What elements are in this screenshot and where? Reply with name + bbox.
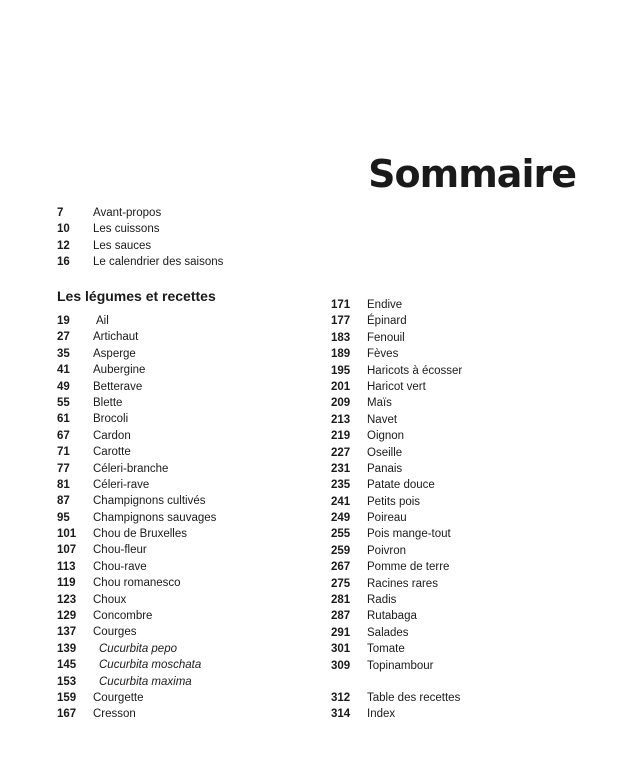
toc-entry bbox=[57, 329, 216, 345]
entry-label: Courgette bbox=[93, 691, 144, 704]
toc-entry bbox=[331, 428, 462, 444]
entry-label: Fenouil bbox=[367, 331, 405, 344]
page-number: 10 bbox=[57, 223, 70, 236]
toc-entry bbox=[331, 297, 462, 313]
entry-label: Aubergine bbox=[93, 364, 146, 377]
page-number: 12 bbox=[57, 239, 70, 252]
entry-label: Oseille bbox=[367, 446, 403, 459]
toc-entry bbox=[57, 493, 216, 509]
page-number: 137 bbox=[57, 626, 77, 639]
page-number: 227 bbox=[331, 446, 351, 459]
toc-entry bbox=[331, 526, 462, 542]
entry-label: Table des recettes bbox=[367, 692, 461, 704]
page-number: 189 bbox=[331, 348, 351, 361]
entry-label: Betterave bbox=[93, 380, 143, 393]
toc-entry bbox=[331, 510, 462, 526]
toc-entry bbox=[57, 221, 223, 237]
toc-entry bbox=[57, 254, 223, 270]
page-number: 49 bbox=[57, 380, 70, 393]
toc-entry bbox=[57, 379, 216, 395]
toc-entry bbox=[57, 395, 216, 411]
toc-entry bbox=[57, 313, 216, 329]
entry-label: Choux bbox=[93, 593, 127, 606]
page-number: 153 bbox=[57, 675, 77, 688]
entry-label: Champignons cultivés bbox=[93, 495, 206, 508]
toc-entry bbox=[57, 690, 216, 706]
page-number: 209 bbox=[331, 397, 351, 410]
toc-entry bbox=[331, 445, 462, 461]
entry-label: Poivron bbox=[367, 544, 406, 557]
entry-label: Chou-rave bbox=[93, 560, 147, 573]
page-number: 107 bbox=[57, 544, 77, 557]
entry-label: Asperge bbox=[93, 347, 136, 360]
entry-label: Courges bbox=[93, 626, 137, 639]
toc-entry bbox=[57, 657, 216, 673]
entry-label: Concombre bbox=[93, 610, 153, 623]
page-number: 77 bbox=[57, 462, 70, 475]
toc-entry bbox=[331, 625, 462, 641]
entry-label: Racines rares bbox=[367, 577, 438, 590]
entry-label: Fèves bbox=[367, 348, 399, 361]
page-number: 55 bbox=[57, 396, 70, 409]
entry-label: Les sauces bbox=[93, 239, 152, 252]
toc-entry bbox=[331, 690, 460, 706]
page-number: 287 bbox=[331, 610, 351, 623]
entry-label: Patate douce bbox=[367, 479, 435, 492]
toc-entry bbox=[331, 494, 462, 510]
entry-label: Topinambour bbox=[367, 659, 434, 672]
entry-label: Endive bbox=[367, 299, 403, 311]
toc-entry bbox=[331, 641, 462, 657]
page-number: 145 bbox=[57, 659, 77, 672]
toc-entry bbox=[57, 461, 216, 477]
toc-entry bbox=[57, 608, 216, 624]
entry-label: Cresson bbox=[93, 708, 136, 721]
page-number: 195 bbox=[331, 364, 351, 377]
page-number: 301 bbox=[331, 643, 351, 656]
toc-entry bbox=[57, 477, 216, 493]
page-number: 123 bbox=[57, 593, 77, 606]
page-number: 259 bbox=[331, 544, 351, 557]
entry-label: Cucurbita pepo bbox=[99, 642, 177, 655]
entry-label: Avant-propos bbox=[93, 207, 162, 219]
page-number: 27 bbox=[57, 331, 70, 344]
page-number: 61 bbox=[57, 413, 70, 426]
page-number: 314 bbox=[331, 708, 351, 721]
toc-entry bbox=[57, 362, 216, 378]
entry-label: Le calendrier des saisons bbox=[93, 256, 224, 269]
page-number: 177 bbox=[331, 315, 351, 328]
page-number: 255 bbox=[331, 528, 351, 541]
page-number: 19 bbox=[57, 315, 70, 327]
entry-label: Épinard bbox=[367, 315, 407, 328]
toc-entry bbox=[331, 608, 462, 624]
toc-entry bbox=[57, 542, 216, 558]
page-number: 129 bbox=[57, 610, 77, 623]
page-number: 81 bbox=[57, 478, 70, 491]
toc-entry bbox=[331, 346, 462, 362]
page-number: 235 bbox=[331, 479, 351, 492]
toc-entry bbox=[57, 592, 216, 608]
page-number: 101 bbox=[57, 528, 77, 541]
toc-entry bbox=[57, 559, 216, 575]
entry-label: Index bbox=[367, 708, 396, 721]
toc-entry bbox=[57, 444, 216, 460]
entry-label: Carotte bbox=[93, 446, 131, 459]
page-number: 95 bbox=[57, 511, 70, 524]
page-number: 281 bbox=[331, 594, 351, 607]
entry-label: Radis bbox=[367, 594, 397, 607]
toc-entry bbox=[57, 526, 216, 542]
toc-entry bbox=[331, 658, 462, 674]
entry-label: Brocoli bbox=[93, 413, 129, 426]
page-number: 183 bbox=[331, 331, 351, 344]
entry-label: Poireau bbox=[367, 512, 407, 525]
toc-entry bbox=[331, 543, 462, 559]
appendix-entries bbox=[331, 690, 460, 723]
page-number: 267 bbox=[331, 561, 351, 574]
section-title: Les légumes et recettes bbox=[57, 288, 216, 304]
entry-label: Ail bbox=[96, 315, 109, 327]
toc-entry bbox=[57, 346, 216, 362]
entry-label: Salades bbox=[367, 626, 409, 639]
entry-label: Chou romanesco bbox=[93, 577, 181, 590]
toc-entry bbox=[57, 641, 216, 657]
toc-entry bbox=[331, 559, 462, 575]
toc-entry bbox=[331, 706, 460, 722]
page-number: 291 bbox=[331, 626, 351, 639]
intro-entries bbox=[57, 205, 223, 271]
toc-entry bbox=[331, 395, 462, 411]
toc-entry bbox=[331, 461, 462, 477]
page-number: 213 bbox=[331, 413, 351, 426]
entry-label: Les cuissons bbox=[93, 223, 160, 236]
entry-label: Pois mange-tout bbox=[367, 528, 451, 541]
toc-entry bbox=[57, 706, 216, 722]
toc-entry bbox=[331, 576, 462, 592]
entry-label: Haricot vert bbox=[367, 380, 426, 393]
entry-label: Chou-fleur bbox=[93, 544, 147, 557]
page-number: 167 bbox=[57, 708, 77, 721]
page-number: 219 bbox=[331, 430, 351, 443]
entry-label: Panais bbox=[367, 462, 403, 475]
toc-entry bbox=[57, 428, 216, 444]
page-number: 139 bbox=[57, 642, 77, 655]
entry-label: Cardon bbox=[93, 429, 131, 442]
page-number: 87 bbox=[57, 495, 70, 508]
toc-entry bbox=[57, 238, 223, 254]
entry-label: Navet bbox=[367, 413, 398, 426]
entry-label: Céleri-branche bbox=[93, 462, 169, 475]
entry-label: Maïs bbox=[367, 397, 392, 410]
page-number: 159 bbox=[57, 691, 77, 704]
entry-label: Cucurbita maxima bbox=[99, 675, 192, 688]
page-number: 241 bbox=[331, 495, 351, 508]
page-number: 35 bbox=[57, 347, 70, 360]
page-number: 67 bbox=[57, 429, 70, 442]
page-number: 309 bbox=[331, 659, 351, 672]
entry-label: Artichaut bbox=[93, 331, 139, 344]
page-title: Sommaire bbox=[368, 152, 576, 197]
vegetables-list-right bbox=[331, 297, 462, 674]
entry-label: Cucurbita moschata bbox=[99, 659, 202, 672]
toc-entry bbox=[57, 411, 216, 427]
vegetables-list-left bbox=[57, 313, 216, 723]
toc-entry bbox=[57, 575, 216, 591]
entry-label: Blette bbox=[93, 396, 123, 409]
toc-entry bbox=[331, 379, 462, 395]
page-number: 119 bbox=[57, 577, 76, 590]
page-number: 16 bbox=[57, 256, 70, 269]
toc-entry bbox=[331, 477, 462, 493]
toc-entry bbox=[57, 624, 216, 640]
toc-entry bbox=[331, 330, 462, 346]
toc-entry bbox=[57, 510, 216, 526]
toc-entry bbox=[331, 363, 462, 379]
page-number: 71 bbox=[57, 446, 70, 459]
page-number: 249 bbox=[331, 512, 351, 525]
entry-label: Champignons sauvages bbox=[93, 511, 217, 524]
entry-label: Haricots à écosser bbox=[367, 364, 463, 377]
toc-entry bbox=[57, 674, 216, 690]
entry-label: Tomate bbox=[367, 643, 405, 656]
entry-label: Petits pois bbox=[367, 495, 421, 508]
page-number: 201 bbox=[331, 380, 351, 393]
page-number: 171 bbox=[331, 299, 351, 311]
toc-entry bbox=[331, 412, 462, 428]
page-number: 7 bbox=[57, 207, 64, 219]
entry-label: Pomme de terre bbox=[367, 561, 450, 574]
page-number: 231 bbox=[331, 462, 351, 475]
toc-entry bbox=[331, 313, 462, 329]
page-number: 113 bbox=[57, 560, 76, 573]
page-number: 312 bbox=[331, 692, 351, 704]
entry-label: Chou de Bruxelles bbox=[93, 528, 187, 541]
toc-entry bbox=[331, 592, 462, 608]
entry-label: Céleri-rave bbox=[93, 478, 150, 491]
toc-entry bbox=[57, 205, 223, 221]
entry-label: Oignon bbox=[367, 430, 405, 443]
page-number: 275 bbox=[331, 577, 351, 590]
entry-label: Rutabaga bbox=[367, 610, 417, 623]
page-number: 41 bbox=[57, 364, 70, 377]
